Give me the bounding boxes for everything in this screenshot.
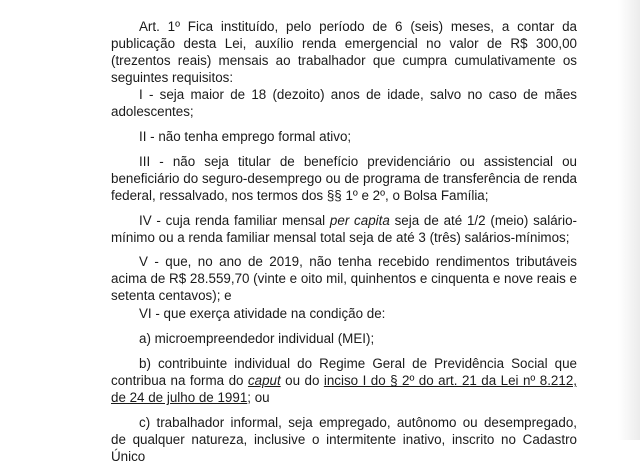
inciso-ii-text: II - não tenha emprego formal ativo; xyxy=(139,129,352,144)
alinea-c-text: c) trabalhador informal, seja empregado, autônomo ou desempregado, de qualquer natureza, inclusive o intermitente inativo, inscrito no Cadastro Único xyxy=(111,415,577,464)
caput-link[interactable]: caput xyxy=(247,373,281,388)
inciso-iv-text-1: IV - cuja renda familiar mensal xyxy=(139,213,330,228)
inciso-iii-text: III - não seja titular de benefício previdenciário ou assistencial ou beneficiário do seguro-desemprego ou de programa de transferência de renda federal, ressalvado, nos termos dos §§ 1º e 2º, o Bolsa Família; xyxy=(111,154,577,203)
article-1-paragraph xyxy=(111,18,577,86)
inciso-vi-paragraph xyxy=(111,305,577,322)
inciso-v-text: V - que, no ano de 2019, não tenha recebido rendimentos tributáveis acima de R$ 28.559,70 (vinte e oito mil, quinhentos e cinquenta e nove reais e setenta centavos); e xyxy=(111,254,577,303)
alinea-b-text-3: ; ou xyxy=(247,390,270,405)
alinea-a-text: a) microempreendedor individual (MEI); xyxy=(139,331,375,346)
inciso-v-paragraph xyxy=(111,253,577,304)
inciso-iv-paragraph xyxy=(111,212,577,246)
inciso-iv-text-2: seja de até 1/2 (meio) salário-mínimo ou a renda familiar mensal total seja de até 3 (três) salários-mínimos; xyxy=(111,213,578,245)
inciso-ii-paragraph xyxy=(111,128,577,145)
alinea-a-paragraph xyxy=(111,330,577,347)
inciso-i-paragraph xyxy=(111,86,577,120)
inciso-vi-text: VI - que exerça atividade na condição de: xyxy=(139,306,386,321)
inciso-iii-paragraph xyxy=(111,153,577,204)
alinea-b-paragraph xyxy=(111,355,577,406)
inciso-i-text: I - seja maior de 18 (dezoito) anos de idade, salvo no caso de mães adolescentes; xyxy=(111,87,577,119)
alinea-b-text-1: b) contribuinte individual do Regime Geral de Previdência Social que contribua na forma do xyxy=(111,356,577,388)
lei-8212-link[interactable]: inciso I do § 2º do art. 21 da Lei nº 8.212, de 24 de julho de 1991 xyxy=(111,373,577,405)
page-edge-shadow xyxy=(618,0,640,440)
article-1-text: Art. 1º Fica instituído, pelo período de 6 (seis) meses, a contar da publicação desta Lei, auxílio renda emergencial no valor de R$ 300,00 (trezentos reais) mensais ao trabalhador que cumpra cumulativamente os seguintes requisitos: xyxy=(111,19,577,85)
per-capita-italic: per capita xyxy=(329,213,390,228)
alinea-b-text-2: ou do xyxy=(280,373,324,388)
